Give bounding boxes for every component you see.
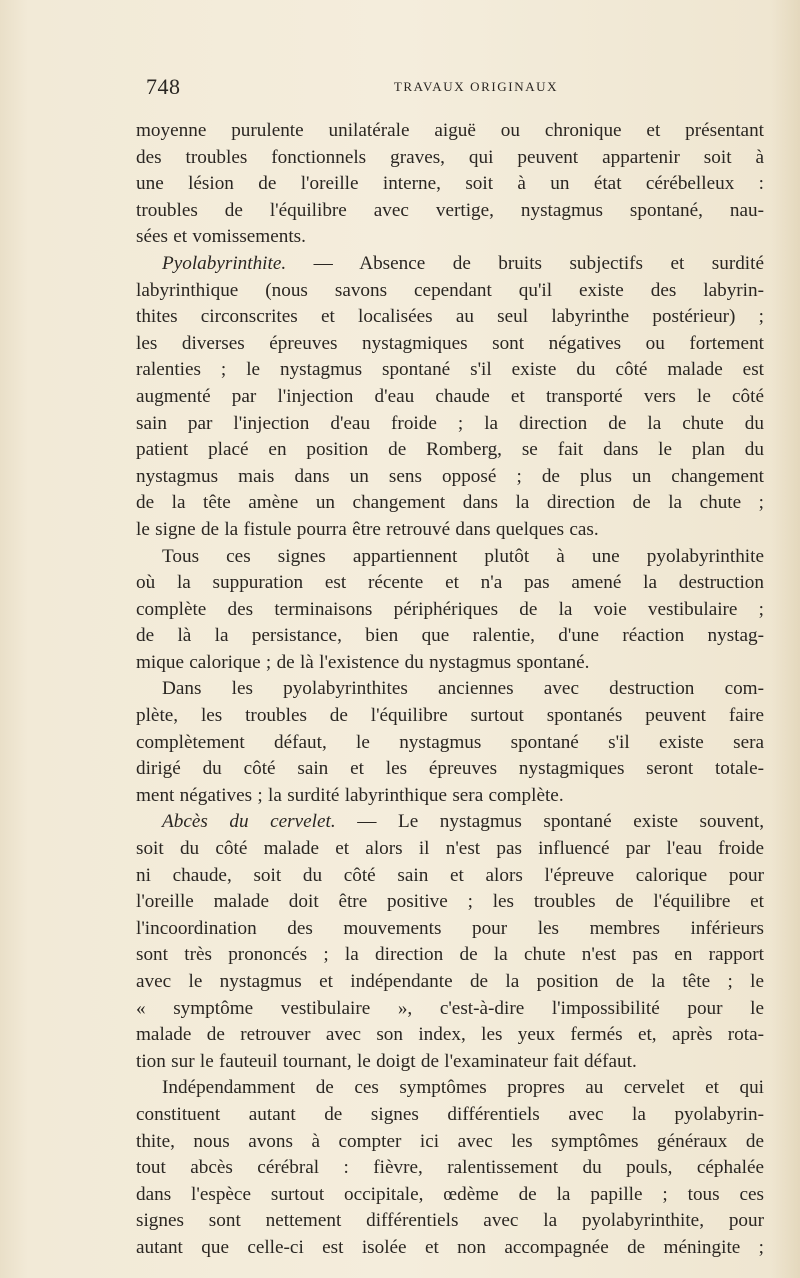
text-line xyxy=(136,251,764,278)
line-text: soit du côté malade et alors il n'est pas influencé par l'eau froide xyxy=(136,838,764,860)
text-line xyxy=(136,437,764,464)
text-line xyxy=(136,1129,764,1156)
text-line xyxy=(136,357,764,384)
line-text: de là la persistance, bien que ralentie, d'une réaction nystag- xyxy=(136,625,764,647)
line-text: patient placé en position de Romberg, se fait dans le plan du xyxy=(136,439,764,461)
line-text: thites circonscrites et localisées au seul labyrinthe postérieur) ; xyxy=(136,306,764,328)
text-line xyxy=(136,623,764,650)
line-text: autant que celle-ci est isolée et non accompagnée de méningite ; xyxy=(136,1236,764,1258)
text-line xyxy=(136,304,764,331)
line-text: l'incoordination des mouvements pour les membres inférieurs xyxy=(136,917,764,939)
line-text: nystagmus mais dans un sens opposé ; de plus un changement xyxy=(136,465,764,487)
text-line xyxy=(136,942,764,969)
line-text: ni chaude, soit du côté sain et alors l'épreuve calorique pour xyxy=(136,864,764,886)
text-line xyxy=(136,676,764,703)
text-line xyxy=(136,224,764,251)
line-text: sont très prononcés ; la direction de la chute n'est pas en rapport xyxy=(136,944,764,966)
text-line xyxy=(136,490,764,517)
line-text: — Absence de bruits subjectifs et surdité xyxy=(286,252,764,274)
line-text: Tous ces signes appartiennent plutôt à une pyolabyrinthite xyxy=(162,545,764,567)
line-text: dans l'espèce surtout occipitale, œdème de la papille ; tous ces xyxy=(136,1183,764,1205)
line-text: plète, les troubles de l'équilibre surtout spontanés peuvent faire xyxy=(136,705,764,727)
line-text: troubles de l'équilibre avec vertige, nystagmus spontané, nau- xyxy=(136,199,764,221)
line-text: ralenties ; le nystagmus spontané s'il existe du côté malade est xyxy=(136,359,764,381)
line-text: le signe de la fistule pourra être retrouvé dans quelques cas. xyxy=(136,518,599,540)
text-line xyxy=(136,1049,764,1076)
text-line xyxy=(136,996,764,1023)
line-text: une lésion de l'oreille interne, soit à un état cérébelleux : xyxy=(136,173,764,195)
line-text: ment négatives ; la surdité labyrinthique sera complète. xyxy=(136,784,564,806)
text-line xyxy=(136,1208,764,1235)
line-text: labyrinthique (nous savons cependant qu'il existe des labyrin- xyxy=(136,279,764,301)
line-text: augmenté par l'injection d'eau chaude et transporté vers le côté xyxy=(136,385,764,407)
text-line xyxy=(136,145,764,172)
line-text: tion sur le fauteuil tournant, le doigt de l'examinateur fait défaut. xyxy=(136,1050,637,1072)
text-line xyxy=(136,411,764,438)
text-line xyxy=(136,198,764,225)
text-line xyxy=(136,597,764,624)
text-line xyxy=(136,836,764,863)
text-line xyxy=(136,703,764,730)
line-text: « symptôme vestibulaire », c'est-à-dire l'impossibilité pour le xyxy=(136,997,764,1019)
text-line xyxy=(136,384,764,411)
line-text: l'oreille malade doit être positive ; les troubles de l'équilibre et xyxy=(136,891,764,913)
text-line xyxy=(136,1075,764,1102)
text-line xyxy=(136,171,764,198)
page-number: 748 xyxy=(146,74,181,99)
text-line xyxy=(136,809,764,836)
text-line xyxy=(136,1102,764,1129)
line-text: mique calorique ; de là l'existence du nystagmus spontané. xyxy=(136,651,590,673)
text-line xyxy=(136,570,764,597)
text-line xyxy=(136,916,764,943)
line-text: Dans les pyolabyrinthites anciennes avec destruction com- xyxy=(162,678,764,700)
text-line xyxy=(136,969,764,996)
text-line xyxy=(136,278,764,305)
line-text: constituent autant de signes différentiels avec la pyolabyrin- xyxy=(136,1103,764,1125)
page-header xyxy=(146,74,766,102)
line-text: signes sont nettement différentiels avec la pyolabyrinthite, pour xyxy=(136,1210,764,1232)
line-text: avec le nystagmus et indépendante de la position de la tête ; le xyxy=(136,971,764,992)
text-line xyxy=(136,1022,764,1049)
line-text: complètement défaut, le nystagmus spontané s'il existe sera xyxy=(136,731,764,753)
text-line xyxy=(136,1155,764,1182)
text-line xyxy=(136,783,764,810)
line-text: complète des terminaisons périphériques de la voie vestibulaire ; xyxy=(136,598,764,620)
text-line xyxy=(136,118,764,145)
text-line xyxy=(136,544,764,571)
text-line xyxy=(136,650,764,677)
text-line xyxy=(136,1235,764,1262)
line-text: les diverses épreuves nystagmiques sont négatives ou fortement xyxy=(136,332,764,354)
line-text: des troubles fonctionnels graves, qui peuvent appartenir soit à xyxy=(136,146,764,168)
line-text: où la suppuration est récente et n'a pas amené la destruction xyxy=(136,572,764,594)
text-line xyxy=(136,331,764,358)
line-text: de la tête amène un changement dans la direction de la chute ; xyxy=(136,492,764,514)
section-heading: Abcès du cervelet. xyxy=(162,811,336,833)
line-text: malade de retrouver avec son index, les yeux fermés et, après rota- xyxy=(136,1024,764,1046)
running-title: TRAVAUX ORIGINAUX xyxy=(393,79,559,94)
line-text: sain par l'injection d'eau froide ; la direction de la chute du xyxy=(136,412,764,434)
text-line xyxy=(136,464,764,491)
text-line xyxy=(136,889,764,916)
line-text: Indépendamment de ces symptômes propres au cervelet et qui xyxy=(162,1077,764,1099)
body-text xyxy=(136,118,764,1262)
line-text: thite, nous avons à compter ici avec les symptômes généraux de xyxy=(136,1130,764,1152)
line-text: tout abcès cérébral : fièvre, ralentissement du pouls, céphalée xyxy=(136,1157,764,1179)
line-text: — Le nystagmus spontané existe souvent, xyxy=(335,811,765,833)
section-heading: Pyolabyrinthite. xyxy=(162,252,287,274)
text-line xyxy=(136,517,764,544)
line-text: moyenne purulente unilatérale aiguë ou chronique et présentant xyxy=(136,120,764,141)
text-line xyxy=(136,863,764,890)
text-line xyxy=(136,756,764,783)
line-text: sées et vomissements. xyxy=(136,226,306,248)
text-line xyxy=(136,730,764,757)
line-text: dirigé du côté sain et les épreuves nystagmiques seront totale- xyxy=(136,758,764,780)
text-line xyxy=(136,1182,764,1209)
